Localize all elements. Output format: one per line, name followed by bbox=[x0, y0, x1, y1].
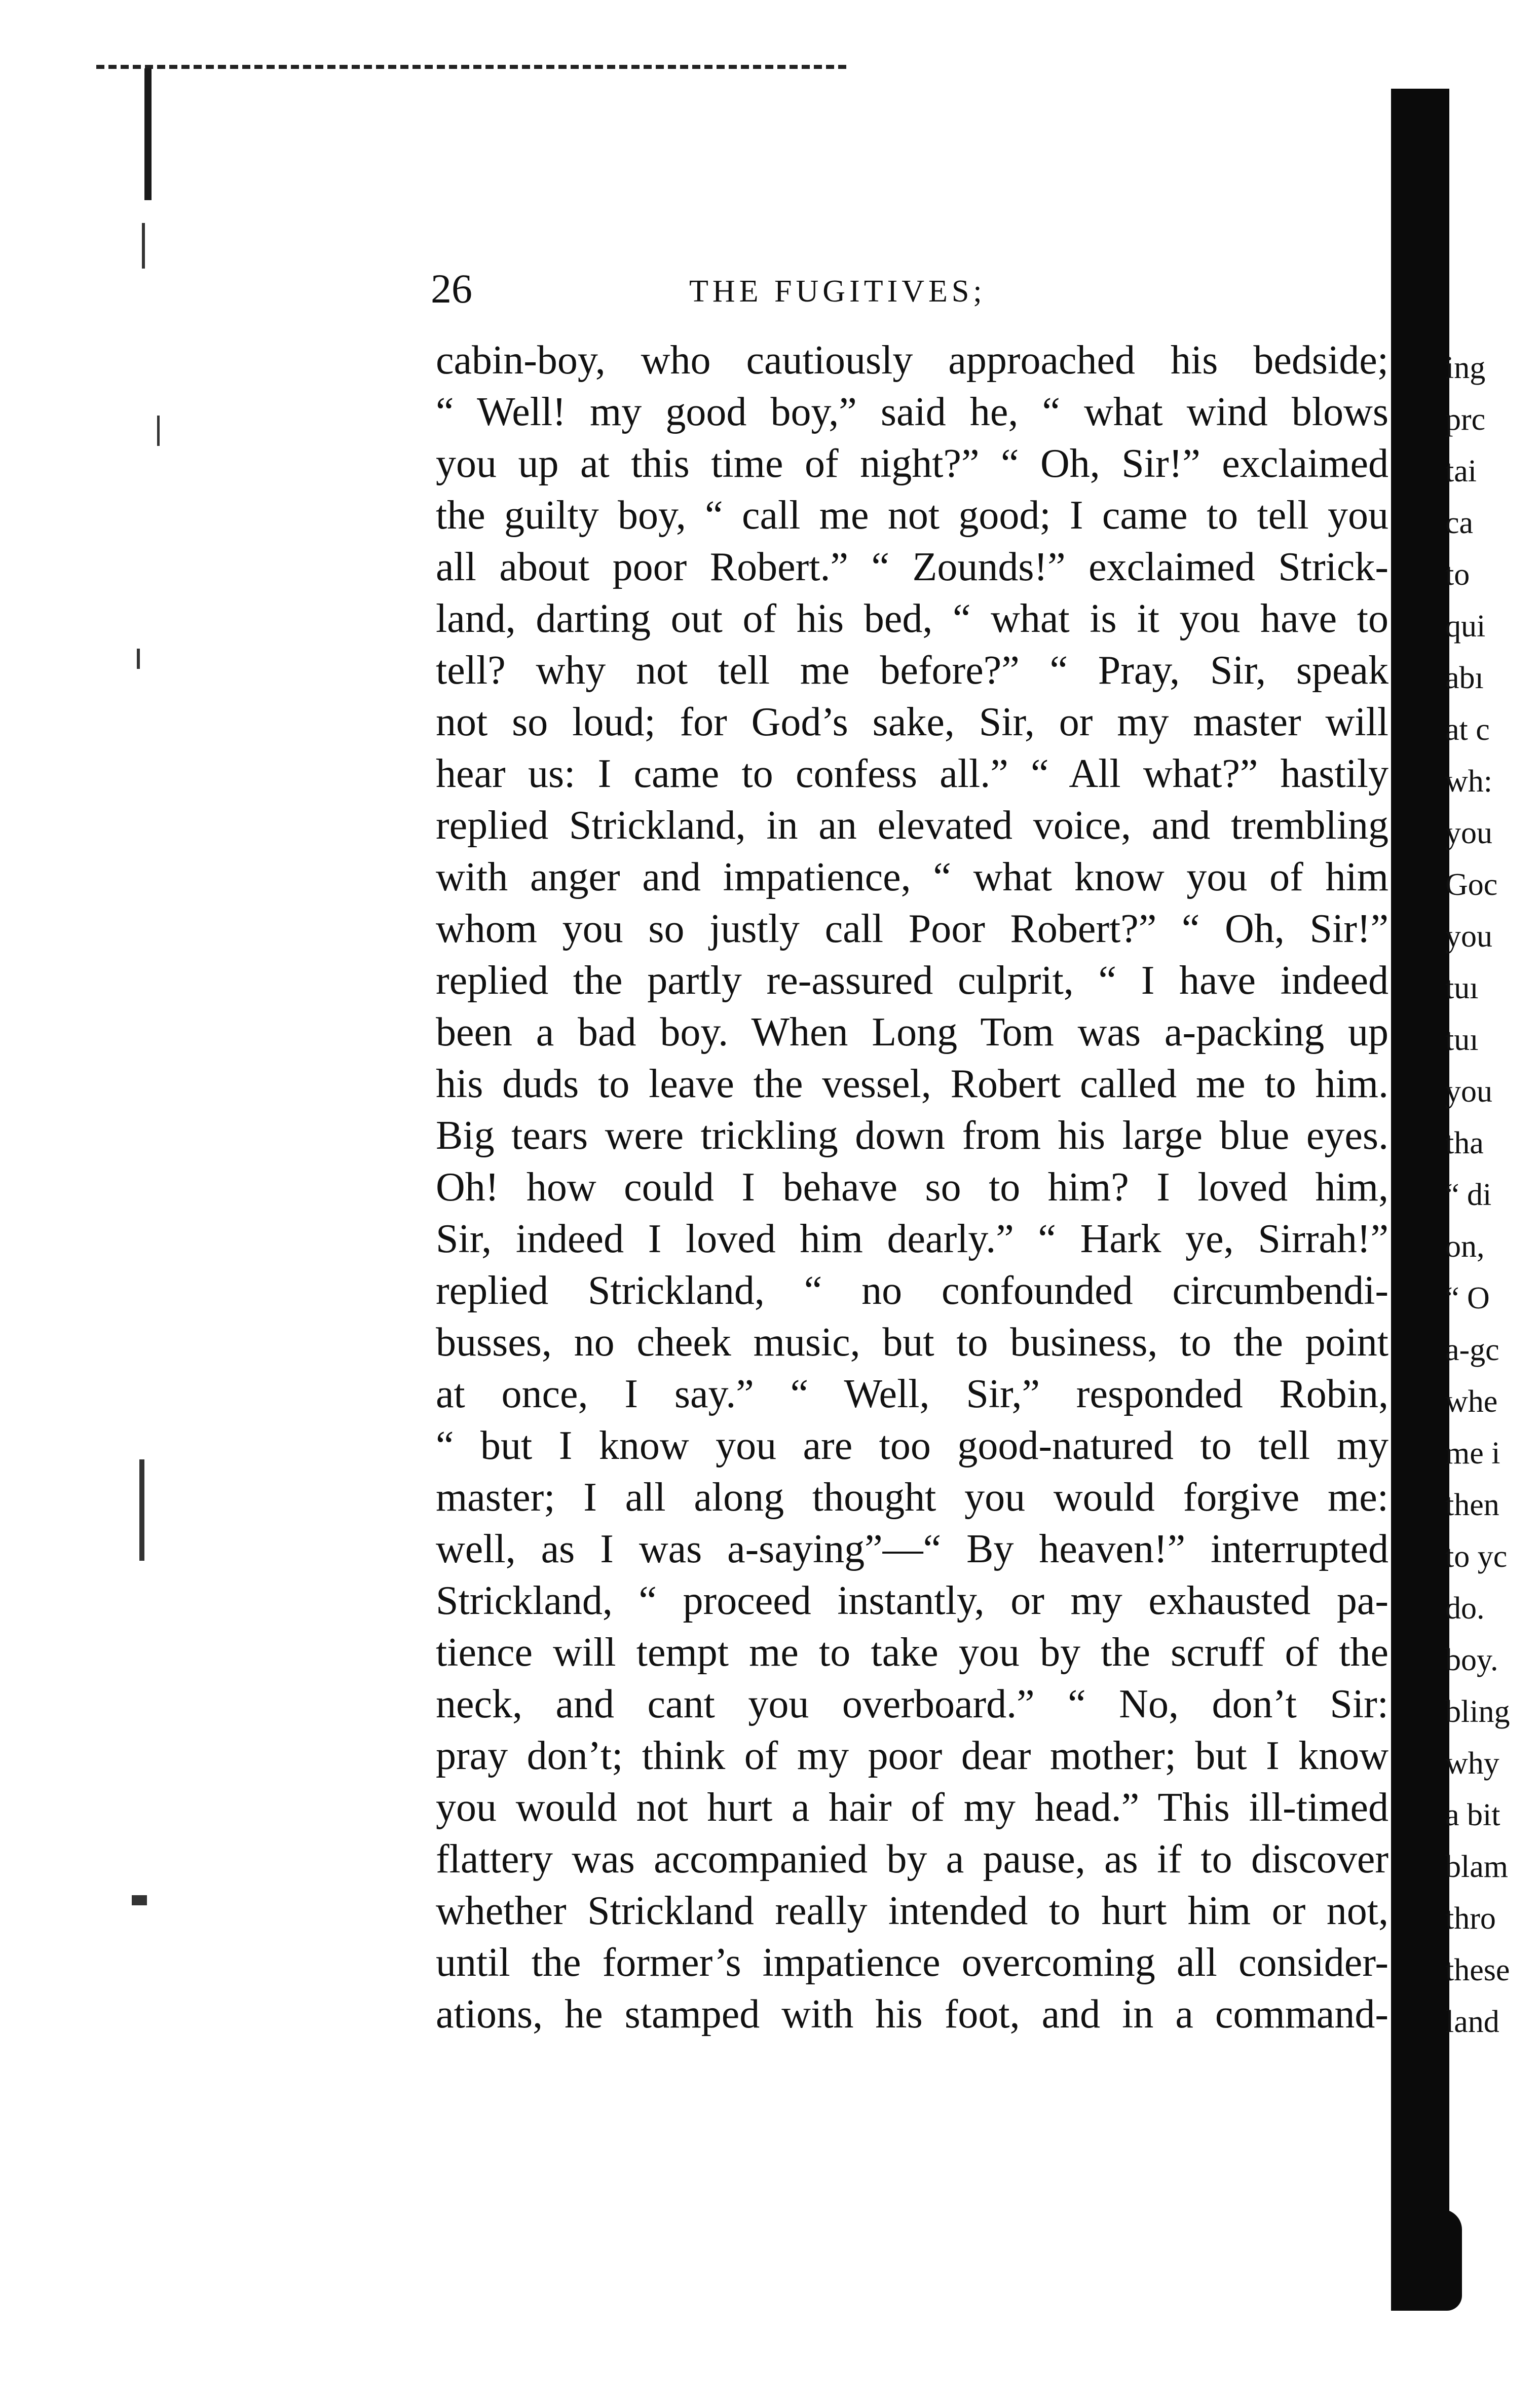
facing-text-fragment: wh: bbox=[1445, 764, 1492, 799]
text-line: ations, he stamped with his foot, and in a command- bbox=[436, 1992, 1388, 2037]
facing-text-fragment: you bbox=[1445, 919, 1492, 954]
facing-text-fragment: abı bbox=[1445, 661, 1484, 695]
facing-text-fragment: me i bbox=[1445, 1436, 1500, 1471]
text-line: replied Strickland, “ no confounded circumbendi- bbox=[436, 1268, 1388, 1313]
facing-text-fragment: on, bbox=[1445, 1229, 1485, 1264]
facing-text-fragment: why bbox=[1445, 1746, 1499, 1781]
facing-text-fragment: land bbox=[1445, 2005, 1499, 2039]
text-line: the guilty boy, “ call me not good; I came to tell you bbox=[436, 493, 1388, 538]
text-line: master; I all along thought you would forgive me: bbox=[436, 1475, 1388, 1520]
running-head: THE FUGITIVES; bbox=[689, 274, 986, 309]
text-line: with anger and impatience, “ what know you of him bbox=[436, 855, 1388, 899]
facing-text-fragment: tha bbox=[1445, 1126, 1484, 1160]
facing-text-fragment: a bit bbox=[1445, 1798, 1500, 1832]
text-line: cabin-boy, who cautiously approached his bedside; bbox=[436, 338, 1388, 383]
text-line: “ but I know you are too good-natured to tell my bbox=[436, 1423, 1388, 1468]
body-text bbox=[436, 334, 1388, 2040]
facing-text-fragment: “ O bbox=[1445, 1281, 1490, 1315]
facing-text-fragment: tuı bbox=[1445, 1023, 1479, 1057]
scan-speckles bbox=[127, 203, 187, 2027]
facing-text-fragment: Goc bbox=[1445, 868, 1498, 902]
facing-text-fragment: do. bbox=[1445, 1591, 1485, 1626]
text-line: his duds to leave the vessel, Robert called me to him. bbox=[436, 1062, 1388, 1106]
facing-text-fragment: to yc bbox=[1445, 1539, 1508, 1574]
text-line: hear us: I came to confess all.” “ All what?” hastily bbox=[436, 751, 1388, 796]
facing-text-fragment: to bbox=[1445, 557, 1470, 592]
text-line: until the former’s impatience overcoming all consider- bbox=[436, 1940, 1388, 1985]
text-line: land, darting out of his bed, “ what is it you have to bbox=[436, 596, 1388, 641]
text-line: been a bad boy. When Long Tom was a-packing up bbox=[436, 1010, 1388, 1055]
text-line: you up at this time of night?” “ Oh, Sir!” exclaimed bbox=[436, 441, 1388, 486]
facing-text-fragment: boy. bbox=[1445, 1643, 1498, 1677]
text-line: busses, no cheek music, but to business, to the point bbox=[436, 1320, 1388, 1365]
page-number: 26 bbox=[431, 266, 472, 312]
facing-text-fragment: blam bbox=[1445, 1850, 1508, 1884]
facing-text-fragment: bling bbox=[1445, 1695, 1510, 1729]
text-line: not so loud; for God’s sake, Sir, or my master will bbox=[436, 700, 1388, 744]
text-line: well, as I was a-saying”—“ By heaven!” interrupted bbox=[436, 1527, 1388, 1571]
facing-text-fragment: you bbox=[1445, 816, 1492, 850]
text-line: replied Strickland, in an elevated voice, and trembling bbox=[436, 803, 1388, 848]
text-line: flattery was accompanied by a pause, as if to discover bbox=[436, 1837, 1388, 1882]
facing-text-fragment: tuı bbox=[1445, 971, 1479, 1005]
text-line: Oh! how could I behave so to him? I loved him, bbox=[436, 1165, 1388, 1210]
facing-text-fragment: then bbox=[1445, 1488, 1499, 1522]
text-line: “ Well! my good boy,” said he, “ what wind blows bbox=[436, 390, 1388, 434]
facing-text-fragment: tai bbox=[1445, 454, 1477, 488]
facing-text-fragment: thro bbox=[1445, 1901, 1496, 1936]
scan-edge-artifact bbox=[96, 65, 846, 69]
text-line: pray don’t; think of my poor dear mother; but I know bbox=[436, 1734, 1388, 1778]
facing-page-fragment bbox=[1445, 342, 1539, 2048]
text-line: whether Strickland really intended to hurt him or not, bbox=[436, 1889, 1388, 1933]
text-line: whom you so justly call Poor Robert?” “ Oh, Sir!” bbox=[436, 907, 1388, 951]
text-line: tience will tempt me to take you by the scruff of the bbox=[436, 1630, 1388, 1675]
facing-text-fragment: whe bbox=[1445, 1384, 1498, 1419]
facing-text-fragment: a-gc bbox=[1445, 1333, 1499, 1367]
text-line: Strickland, “ proceed instantly, or my exhausted pa- bbox=[436, 1578, 1388, 1623]
text-line: at once, I say.” “ Well, Sir,” responded Robin, bbox=[436, 1372, 1388, 1416]
text-line: you would not hurt a hair of my head.” This ill-timed bbox=[436, 1785, 1388, 1830]
text-line: neck, and cant you overboard.” “ No, don’t Sir: bbox=[436, 1682, 1388, 1726]
scan-left-edge-mark bbox=[144, 68, 152, 200]
text-line: all about poor Robert.” “ Zounds!” exclaimed Strick- bbox=[436, 545, 1388, 589]
facing-text-fragment: ca bbox=[1445, 506, 1474, 540]
facing-text-fragment: at c bbox=[1445, 712, 1490, 747]
facing-text-fragment: these bbox=[1445, 1953, 1510, 1987]
text-line: Big tears were trickling down from his large blue eyes. bbox=[436, 1113, 1388, 1158]
facing-text-fragment: prc bbox=[1445, 402, 1486, 437]
binding-shadow-foot bbox=[1391, 2209, 1462, 2311]
facing-text-fragment: ing bbox=[1445, 351, 1486, 385]
binding-shadow bbox=[1391, 89, 1449, 2303]
text-line: Sir, indeed I loved him dearly.” “ Hark ye, Sirrah!” bbox=[436, 1217, 1388, 1261]
facing-text-fragment: you bbox=[1445, 1074, 1492, 1109]
text-line: replied the partly re-assured culprit, “ I have indeed bbox=[436, 958, 1388, 1003]
text-line: tell? why not tell me before?” “ Pray, Sir, speak bbox=[436, 648, 1388, 693]
facing-text-fragment: “ di bbox=[1445, 1178, 1492, 1212]
facing-text-fragment: qui bbox=[1445, 609, 1486, 644]
